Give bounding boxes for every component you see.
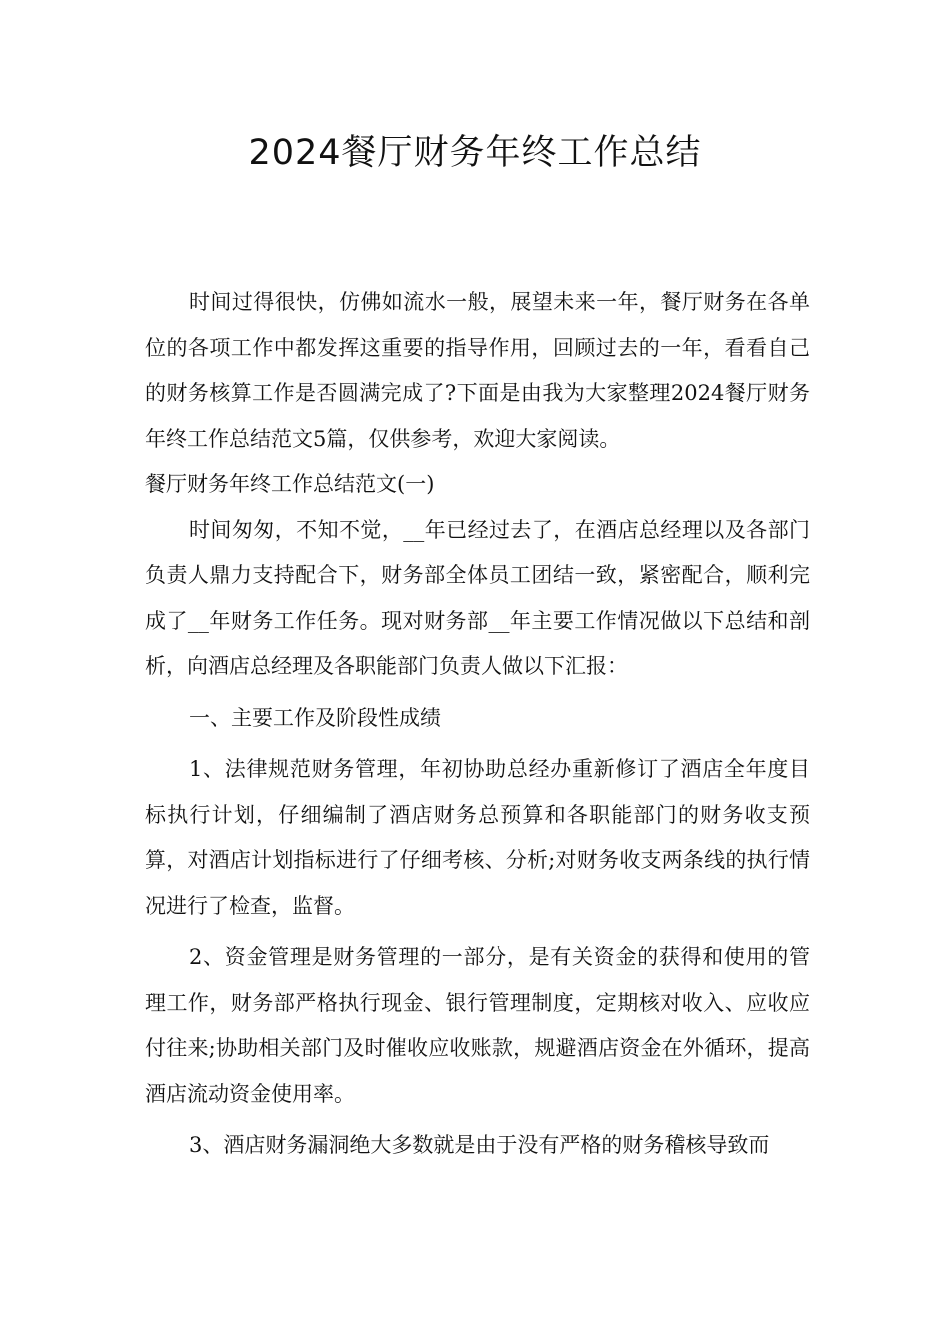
document-body [145,280,810,1169]
section-heading-sample-one: 餐厅财务年终工作总结范文(一) [145,472,435,496]
paragraph-item-1: 1、法律规范财务管理，年初协助总经办重新修订了酒店全年度目标执行计划，仔细编制了酒店财务总预算和各职能部门的财务收支预算，对酒店计划指标进行了仔细考核、分析;对财务收支两条线的执行情况进行了检查，监督。 [145,757,810,918]
page-title: 2024餐厅财务年终工作总结 [248,133,702,173]
paragraph-summary: 时间匆匆，不知不觉，__年已经过去了，在酒店总经理以及各部门负责人鼎力支持配合下，财务部全体员工团结一致，紧密配合，顺利完成了__年财务工作任务。现对财务部__年主要工作情况做以下总结和剖析，向酒店总经理及各职能部门负责人做以下汇报： [145,517,810,678]
intro-paragraph: 时间过得很快，仿佛如流水一般，展望未来一年，餐厅财务在各单位的各项工作中都发挥这重要的指导作用，回顾过去的一年，看看自己的财务核算工作是否圆满完成了?下面是由我为大家整理2024餐厅财务年终工作总结范文5篇，仅供参考，欢迎大家阅读。 [145,290,810,451]
paragraph-item-3: 3、酒店财务漏洞绝大多数就是由于没有严格的财务稽核导致而 [189,1133,770,1157]
section-heading-main-work: 一、主要工作及阶段性成绩 [189,705,441,730]
paragraph-item-2: 2、资金管理是财务管理的一部分，是有关资金的获得和使用的管理工作，财务部严格执行现金、银行管理制度，定期核对收入、应收应付往来;协助相关部门及时催收应收账款，规避酒店资金在外循环，提高酒店流动资金使用率。 [145,945,810,1106]
